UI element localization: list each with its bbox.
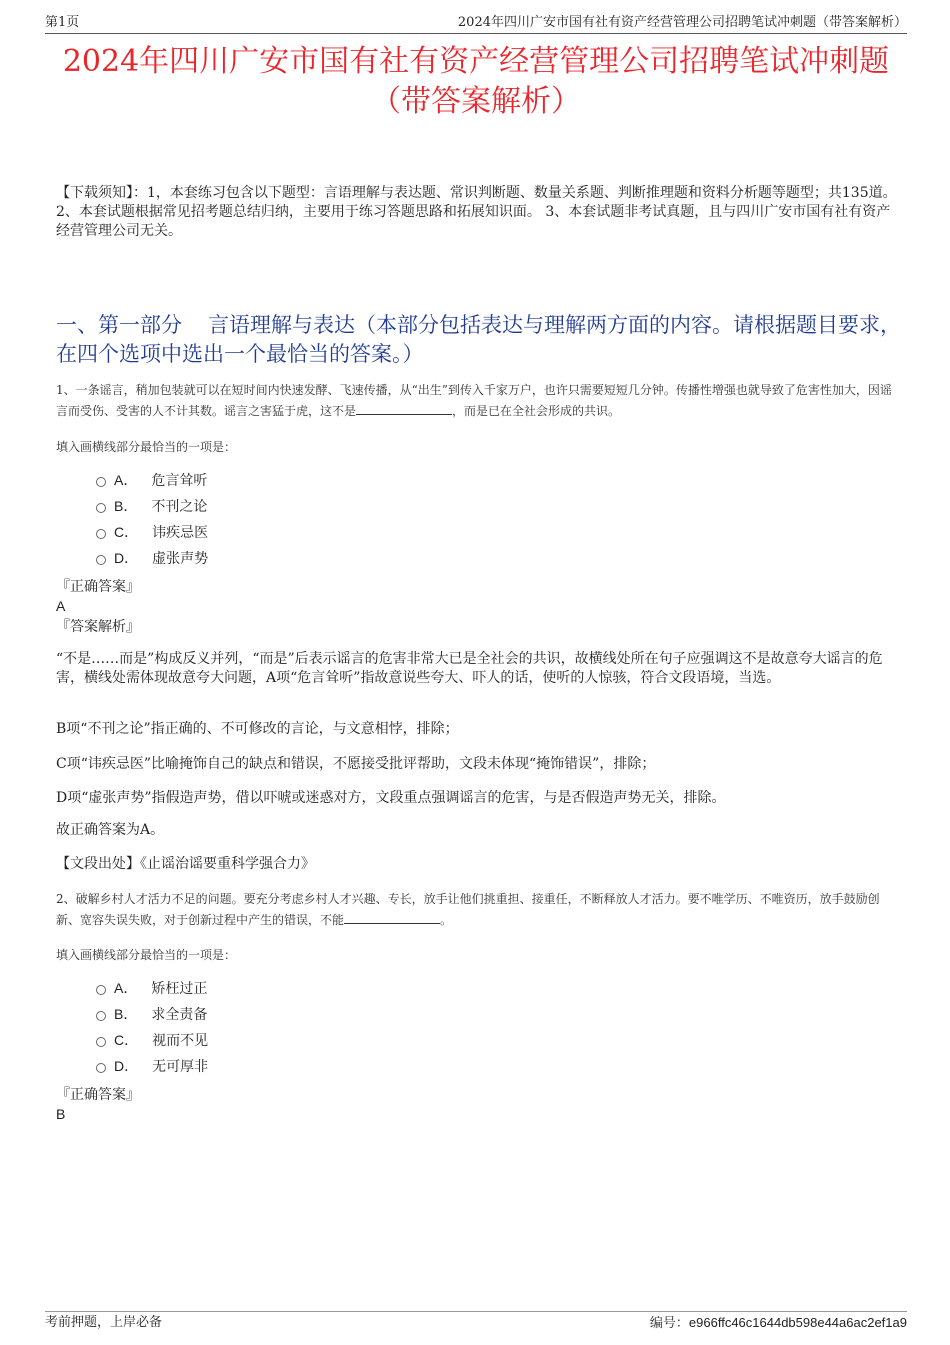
option-key: A． xyxy=(114,472,138,488)
q2-option-b[interactable] xyxy=(96,1004,207,1024)
radio-icon[interactable] xyxy=(96,503,106,513)
option-text: 不刊之论 xyxy=(151,499,208,515)
code-label: 编号： xyxy=(649,1316,689,1331)
option-text: 矫枉过正 xyxy=(151,981,208,997)
code-value: e966ffc46c1644db598e44a6ac2ef1a9 xyxy=(688,1315,907,1330)
page-footer xyxy=(45,1311,907,1332)
option-key: B． xyxy=(114,1006,138,1022)
q1-stem-after: ，而是已在全社会形成的共识。 xyxy=(452,404,621,418)
fill-blank xyxy=(356,403,452,415)
footer-code xyxy=(650,1313,907,1334)
section-label: 一、第一部分 xyxy=(56,313,182,337)
q1-analysis-conclusion: 故正确答案为A。 xyxy=(56,822,165,838)
title-line-1: 2024年四川广安市国有社有资产经营管理公司招聘笔试冲刺题 xyxy=(62,44,890,79)
question-1-prompt: 填入画横线部分最恰当的一项是： xyxy=(56,440,237,454)
download-notice: 【下载须知】：1，本套练习包含以下题型：言语理解与表达题、常识判断题、数量关系题、判断推理题和资料分析题等题型；共135道。 2、本套试题根据常见招考题总结归纳，主要用于练习答题思路和拓展知识面。 3、本套试题非考试真题，且与四川广安市国有社有资产经营管理公司无关。 xyxy=(56,185,897,239)
option-key: D． xyxy=(114,550,139,566)
q2-option-a[interactable] xyxy=(96,978,207,998)
q2-option-d[interactable] xyxy=(96,1056,208,1076)
q1-option-b[interactable] xyxy=(96,496,207,516)
footer-slogan: 考前押题，上岸必备 xyxy=(45,1315,163,1330)
page-header xyxy=(45,13,907,34)
q1-option-c[interactable] xyxy=(96,522,208,542)
section-text: 言语理解与表达（本部分包括表达与理解两方面的内容。请根据题目要求，在四个选项中选出一个最恰当的答案。） xyxy=(56,313,901,366)
question-1-stem xyxy=(56,380,896,422)
option-text: 危言耸听 xyxy=(151,473,208,489)
radio-icon[interactable] xyxy=(96,529,106,539)
option-key: B． xyxy=(114,498,138,514)
option-key: A． xyxy=(114,980,138,996)
q2-option-c[interactable] xyxy=(96,1030,208,1050)
radio-icon[interactable] xyxy=(96,1011,106,1021)
option-text: 求全责备 xyxy=(151,1007,208,1023)
q1-option-a[interactable] xyxy=(96,470,207,490)
radio-icon[interactable] xyxy=(96,477,106,487)
q2-answer: B xyxy=(56,1106,66,1122)
q2-stem-after: 。 xyxy=(440,913,453,927)
q1-analysis-paragraph-1: “不是……而是”构成反义并列，“而是”后表示谣言的危害非常大已是全社会的共识，故横线处所在句子应强调这不是故意夸大谣言的危害，横线处需体现故意夸大问题，A项“危言耸听”指故意说些夸大、吓人的话，使听的人惊骇，符合文段语境，当选。 xyxy=(56,651,883,686)
q1-answer-label: 『正确答案』 xyxy=(56,579,140,595)
question-2-prompt: 填入画横线部分最恰当的一项是： xyxy=(56,948,237,962)
q1-stem-before: 1、一条谣言，稍加包装就可以在短时间内快速发酵、飞速传播，从“出生”到传入千家万户，也许只需要短短几分钟。传播性增强也就导致了危害性加大，因谣言而受伤、受害的人不计其数。谣言之害猛于虎，这不是 xyxy=(56,383,892,418)
q1-analysis-paragraph-3: C项“讳疾忌医”比喻掩饰自己的缺点和错误，不愿接受批评帮助，文段未体现“掩饰错误”，排除； xyxy=(56,756,656,772)
option-text: 讳疾忌医 xyxy=(152,525,209,541)
title-line-2: （带答案解析） xyxy=(371,84,581,119)
header-doc-title: 2024年四川广安市国有社有资产经营管理公司招聘笔试冲刺题（带答案解析） xyxy=(457,15,907,30)
q1-analysis-label: 『答案解析』 xyxy=(56,619,140,635)
radio-icon[interactable] xyxy=(96,555,106,565)
option-text: 视而不见 xyxy=(152,1033,209,1049)
radio-icon[interactable] xyxy=(96,1063,106,1073)
document-title xyxy=(45,42,907,122)
page-number: 第1页 xyxy=(45,15,80,30)
q1-source: 【文段出处】《止谣治谣要重科学强合力》 xyxy=(56,856,315,872)
q2-answer-label: 『正确答案』 xyxy=(56,1087,140,1103)
section-heading xyxy=(56,311,901,369)
option-key: C． xyxy=(114,524,139,540)
question-2-stem xyxy=(56,889,896,931)
option-text: 虚张声势 xyxy=(152,551,209,567)
q1-analysis-paragraph-2: B项“不刊之论”指正确的、不可修改的言论，与文意相悖，排除； xyxy=(56,721,459,737)
option-text: 无可厚非 xyxy=(152,1059,209,1075)
fill-blank xyxy=(344,912,440,924)
option-key: D． xyxy=(114,1058,139,1074)
q2-stem-before: 2、破解乡村人才活力不足的问题。要充分考虑乡村人才兴趣、专长，放手让他们挑重担、接重任，不断释放人才活力。要不唯学历、不唯资历，放手鼓励创新、宽容失误失败，对于创新过程中产生的错误，不能 xyxy=(56,892,880,927)
q1-analysis-paragraph-4: D项“虚张声势”指假造声势，借以吓唬或迷惑对方，文段重点强调谣言的危害，与是否假造声势无关，排除。 xyxy=(56,790,726,806)
radio-icon[interactable] xyxy=(96,985,106,995)
q1-answer: A xyxy=(56,598,66,614)
option-key: C． xyxy=(114,1032,139,1048)
q1-option-d[interactable] xyxy=(96,548,208,568)
radio-icon[interactable] xyxy=(96,1037,106,1047)
